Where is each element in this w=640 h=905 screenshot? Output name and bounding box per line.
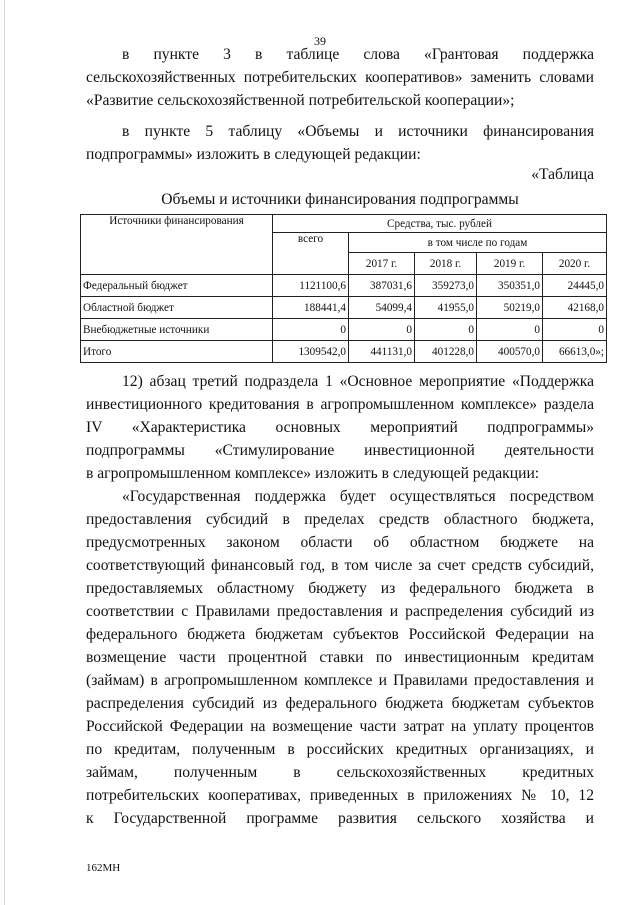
cell-source: Областной бюджет: [81, 297, 273, 319]
cell-2017: 54099,4: [349, 297, 415, 319]
text-line: по кредитам, полученным в российских кредитных организациях, и: [86, 741, 594, 758]
cell-2018: 359273,0: [415, 275, 477, 297]
text-line: подпрограммы» изложить в следующей редакции:: [86, 146, 421, 163]
cell-2020: 0: [543, 319, 607, 341]
page-edge-line: [4, 0, 5, 905]
text-line: соответствующий финансовый год, в том числе за счет средств субсидий,: [86, 557, 594, 574]
header-year: 2019 г.: [477, 253, 543, 275]
header-total: всего: [273, 233, 349, 275]
cell-source: Внебюджетные источники: [81, 319, 273, 341]
cell-2019: 350351,0: [477, 275, 543, 297]
table-label: «Таблица: [531, 166, 594, 183]
text-line: IV «Характеристика основных мероприятий подпрограммы»: [86, 419, 594, 436]
cell-total: 1121100,6: [273, 275, 349, 297]
cell-source: Итого: [81, 341, 273, 363]
text-line: подпрограммы «Стимулирование инвестиционной деятельности: [86, 442, 594, 459]
paragraph-1: [86, 43, 594, 112]
header-year: 2020 г.: [543, 253, 607, 275]
table-row: [81, 319, 607, 341]
cell-2018: 0: [415, 319, 477, 341]
text-line: распределения субсидий из федерального бюджета бюджетам субъектов: [86, 695, 594, 712]
text-line: федерального бюджета бюджетам субъектов Российской Федерации на: [86, 626, 594, 643]
text-line: в пункте 3 в таблице слова «Грантовая поддержка: [122, 46, 594, 63]
header-funds: Средства, тыс. рублей: [273, 215, 607, 233]
cell-2019: 0: [477, 319, 543, 341]
table-row: [81, 341, 607, 363]
text-line: 12) абзац третий подраздела 1 «Основное мероприятие «Поддержка: [122, 373, 594, 390]
text-line: предоставляемых областному бюджету из федерального бюджета в: [86, 580, 594, 597]
cell-total: 1309542,0: [273, 341, 349, 363]
cell-total: 188441,4: [273, 297, 349, 319]
financing-table: [80, 214, 607, 363]
text-line: возмещение части процентной ставки по инвестиционным кредитам: [86, 649, 594, 666]
header-by-years: в том числе по годам: [349, 233, 607, 253]
text-line: потребительских кооперативах, приведенных в приложениях № 10, 12: [86, 787, 594, 804]
table-caption: Объемы и источники финансирования подпрограммы: [161, 191, 519, 208]
table-row: [81, 297, 607, 319]
cell-2019: 400570,0: [477, 341, 543, 363]
footer-code: 162МН: [86, 862, 121, 874]
text-line: к Государственной программе развития сельского хозяйства и: [86, 810, 594, 827]
paragraph-2: [86, 120, 594, 166]
text-line: (займам) в агропромышленном комплексе и Правилами предоставления и: [86, 672, 594, 689]
text-line: предоставления субсидий в пределах средств областного бюджета,: [86, 511, 594, 528]
cell-2017: 387031,6: [349, 275, 415, 297]
header-source: Источники финансирования: [81, 215, 273, 275]
cell-2018: 401228,0: [415, 341, 477, 363]
table-row: [81, 275, 607, 297]
paragraph-4: [86, 485, 594, 830]
cell-total: 0: [273, 319, 349, 341]
cell-2017: 0: [349, 319, 415, 341]
page-number: 39: [314, 34, 326, 48]
text-line: «Государственная поддержка будет осуществляться посредством: [122, 488, 594, 505]
text-line: предусмотренных законом области об областном бюджете на: [86, 534, 594, 551]
cell-2020: 42168,0: [543, 297, 607, 319]
cell-2020: 66613,0»;: [543, 341, 607, 363]
text-line: в пункте 5 таблицу «Объемы и источники финансирования: [122, 123, 594, 140]
table-header-row: [81, 215, 607, 233]
text-line: займам, полученным в сельскохозяйственных кредитных: [86, 764, 594, 781]
cell-2017: 441131,0: [349, 341, 415, 363]
text-line: «Развитие сельскохозяйственной потребительской кооперации»;: [86, 92, 515, 109]
cell-2020: 24445,0: [543, 275, 607, 297]
text-line: в агропромышленном комплексе» изложить в следующей редакции:: [86, 465, 540, 482]
text-line: соответствии с Правилами предоставления и распределения субсидий из: [86, 603, 594, 620]
paragraph-3: [86, 370, 594, 485]
text-line: инвестиционного кредитования в агропромышленном комплексе» раздела: [86, 396, 594, 413]
header-year: 2018 г.: [415, 253, 477, 275]
text-line: Российской Федерации на возмещение части затрат на уплату процентов: [86, 718, 594, 735]
cell-2018: 41955,0: [415, 297, 477, 319]
cell-2019: 50219,0: [477, 297, 543, 319]
text-line: сельскохозяйственных потребительских кооперативов» заменить словами: [86, 69, 594, 86]
cell-source: Федеральный бюджет: [81, 275, 273, 297]
header-year: 2017 г.: [349, 253, 415, 275]
